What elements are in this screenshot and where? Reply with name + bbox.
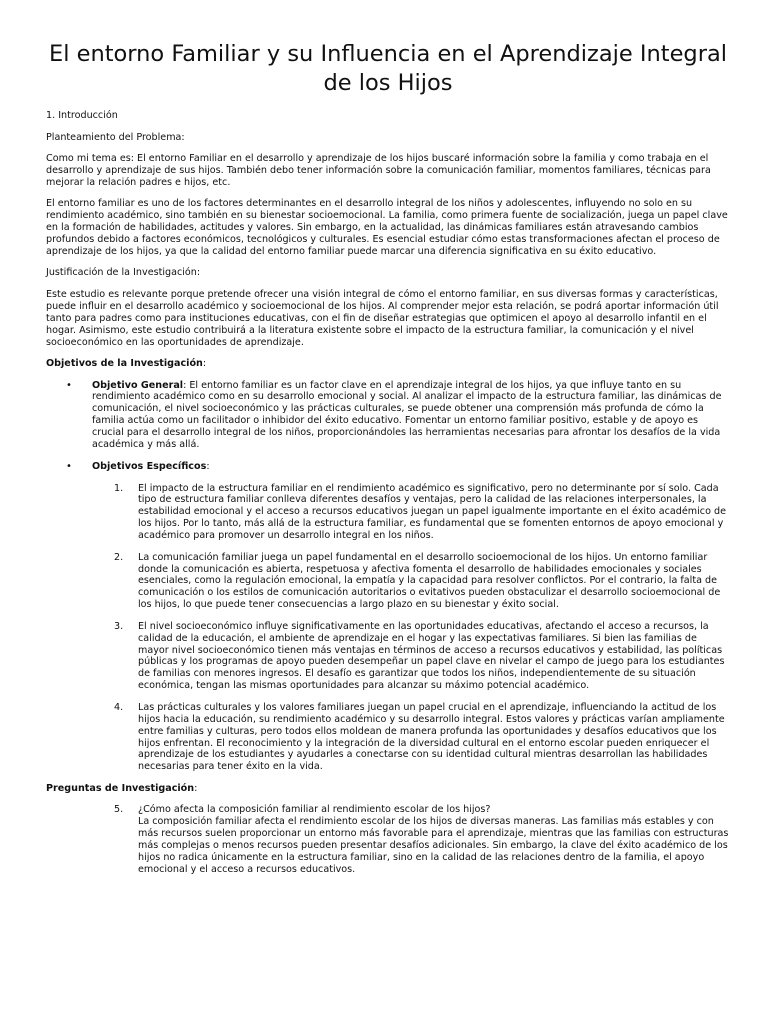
- objectives-heading: [46, 358, 730, 370]
- questions-heading-colon: :: [194, 782, 198, 794]
- justification-heading: Justificación de la Investigación:: [46, 267, 201, 279]
- document-title: El entorno Familiar y su Influencia en el Aprendizaje Integral de los Hijos: [48, 41, 727, 96]
- list-item: [92, 621, 730, 692]
- question-answer: La composición familiar afecta el rendimiento escolar de los hijos de diversas maneras. Las familias más estables y con más recursos suelen proporcionar un entorno más favorable para el aprendizaje, mientras que las familias con estructuras más complejas o menos recursos pueden presentar desafíos adicionales. Sin embargo, la clave del éxito académico de los hijos no radica únicamente en la estructura familiar, sino en la calidad de las relaciones dentro de la familia, el apoyo emocional y el acceso a recursos educativos.: [138, 816, 729, 875]
- list-item-text: El nivel socioeconómico influye significativamente en las oportunidades educativas, afectando el acceso a recursos, la calidad de la educación, el ambiente de aprendizaje en el hogar y las expectativas familiares. Si bien las familias de mayor nivel socioeconómico tienen más ventajas en términos de acceso a recursos educativos y estabilidad, las políticas públicas y los programas de apoyo pueden desempeñar un papel clave en nivelar el campo de juego para los estudiantes de familias con menores ingresos. El desafío es garantizar que todos los niños, independientemente de su situación económica, tengan las mismas oportunidades para alcanzar su máximo potencial académico.: [138, 620, 725, 692]
- objectives-heading-colon: :: [202, 358, 207, 370]
- list-item-number: 2.: [114, 551, 124, 563]
- objective-specific-colon: :: [206, 460, 210, 472]
- specific-objectives-list: [92, 483, 730, 774]
- list-item-number: 1.: [114, 482, 124, 494]
- list-item: [92, 702, 730, 773]
- bullet-icon: •: [66, 460, 72, 472]
- bullet-icon: •: [66, 379, 72, 391]
- objective-general-text: : El entorno familiar es un factor clave en el aprendizaje integral de los hijos, ya que influye tanto en su rendimiento académico como en su desarrollo emocional y social. Al analizar el impacto de la estructura familiar, las dinámicas de comunicación, el nivel socioeconómico y las prácticas culturales, se puede obtener una comprensión más profunda de cómo la familia actúa como un facilitador o inhibidor del éxito educativo. Fomentar un entorno familiar positivo, estable y de apoyo es crucial para el desarrollo integral de los niños, proporcionándoles las herramientas necesarias para afrontar los desafíos de la vida académica y más allá.: [92, 379, 722, 451]
- questions-heading-label: Preguntas de Investigación: [46, 782, 195, 794]
- questions-heading: [46, 783, 730, 795]
- list-item-text: El impacto de la estructura familiar en el rendimiento académico es significativo, pero no determinante por sí solo. Cada tipo de estructura familiar conlleva diferentes desafíos y ventajas, pero la calidad de las relaciones interpersonales, la estabilidad emocional y el acceso a recursos educativos juegan un papel igualmente importante en el éxito académico de los hijos. Por lo tanto, más allá de la estructura familiar, es fundamental que se fomenten entornos de apoyo emocional y académico para promover un desarrollo integral en los niños.: [138, 482, 726, 542]
- objective-general-label: Objetivo General: [92, 379, 184, 391]
- objectives-list: [46, 380, 730, 774]
- question-text: ¿Cómo afecta la composición familiar al rendimiento escolar de los hijos?: [138, 804, 491, 816]
- list-item-number: 4.: [114, 701, 124, 713]
- problem-paragraph-2: El entorno familiar es uno de los factores determinantes en el desarrollo integral de los niños y adolescentes, influyendo no solo en su rendimiento académico, sino también en su bienestar socioemocional. La familia, como primera fuente de socialización, juega un papel clave en la formación de habilidades, actitudes y valores. Sin embargo, en la actualidad, las dinámicas familiares están atravesando cambios profundos debido a factores económicos, tecnológicos y culturales. Es esencial estudiar cómo estas transformaciones afectan el proceso de aprendizaje de los hijos, ya que la calidad del entorno familiar puede marcar una diferencia significativa en su éxito educativo.: [46, 198, 728, 257]
- justification-paragraph: Este estudio es relevante porque pretende ofrecer una visión integral de cómo el entorno familiar, en sus diversas formas y características, puede influir en el desarrollo académico y socioemocional de los hijos. Al comprender mejor esta relación, se podrá aportar información útil tanto para padres como para instituciones educativas, con el fin de diseñar estrategias que optimicen el apoyo al desarrollo infantil en el hogar. Asimismo, este estudio contribuirá a la literatura existente sobre el impacto de la estructura familiar, la comunicación y el nivel socioeconómico en las oportunidades de aprendizaje.: [46, 288, 719, 348]
- list-item-text: Las prácticas culturales y los valores familiares juegan un papel crucial en el aprendizaje, influenciando la actitud de los hijos hacia la educación, su rendimiento académico y su desarrollo integral. Estos valores y prácticas varían ampliamente entre familias y culturas, pero todos ellos moldean de manera profunda las oportunidades y desafíos educativos que los hijos enfrentan. El reconocimiento y la integración de la diversidad cultural en el entorno escolar pueden enriquecer el aprendizaje de los estudiantes y ayudarles a conectarse con su identidad cultural mientras desarrollan las habilidades necesarias para tener éxito en la vida.: [138, 701, 725, 773]
- problem-heading: Planteamiento del Problema:: [46, 131, 185, 143]
- objectives-heading-label: Objetivos de la Investigación: [46, 358, 203, 370]
- list-item-text: La comunicación familiar juega un papel fundamental en el desarrollo socioemocional de los hijos. Un entorno familiar donde la comunicación es abierta, respetuosa y afectiva fomenta el desarrollo de habilidades emocionales y sociales esenciales, como la regulación emocional, la empatía y la capacidad para resolver conflictos. Por el contrario, la falta de comunicación o los estilos de comunicación autoritarios o evitativos pueden obstaculizar el desarrollo socioemocional de los hijos, lo que puede tener consecuencias a largo plazo en su bienestar y éxito social.: [138, 551, 721, 611]
- research-question: [46, 804, 730, 875]
- objective-specific: [46, 461, 730, 774]
- section-heading-introduction: 1. Introducción: [46, 110, 118, 121]
- objective-general: [46, 380, 730, 451]
- list-item-number: 3.: [114, 620, 124, 632]
- question-number: 5.: [114, 804, 124, 816]
- problem-paragraph-1: Como mi tema es: El entorno Familiar en el desarrollo y aprendizaje de los hijos buscaré información sobre la familia y como trabaja en el desarrollo y aprendizaje de sus hijos. También debo tener información sobre la comunicación familiar, momentos familiares, técnicas para mejorar la relación padres e hijos, etc.: [46, 153, 711, 188]
- list-item: [92, 552, 730, 612]
- list-item: [92, 483, 730, 543]
- objective-specific-label: Objetivos Específicos: [92, 460, 207, 472]
